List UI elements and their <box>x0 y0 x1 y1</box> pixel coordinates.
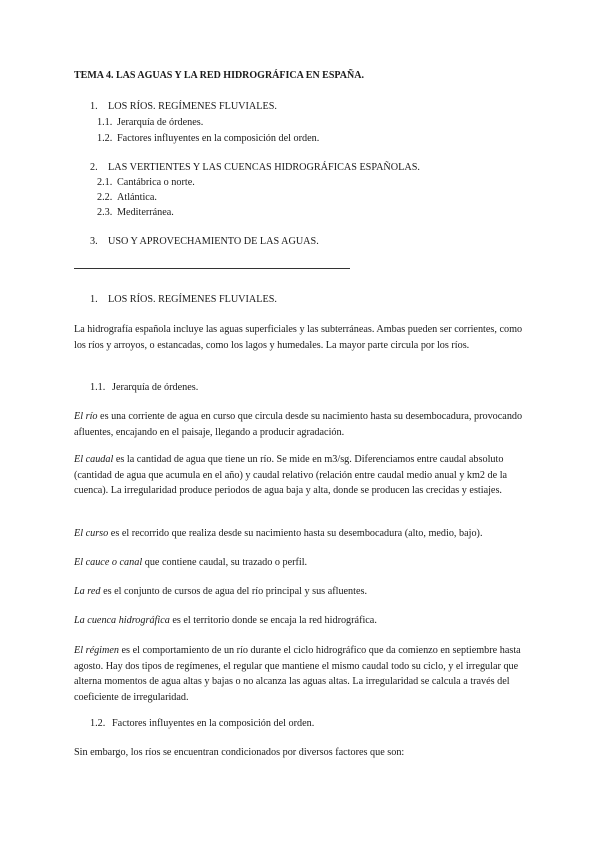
document-title: TEMA 4. LAS AGUAS Y LA RED HIDROGRÁFICA EN ESPAÑA. <box>74 70 364 81</box>
paragraph-red <box>74 584 534 600</box>
toc-item-label: LOS RÍOS. REGÍMENES FLUVIALES. <box>108 101 277 112</box>
toc-item-number: 2.3. <box>97 207 113 218</box>
section-heading-1-2 <box>90 716 314 732</box>
paragraph-caudal <box>74 452 534 499</box>
section-heading-1-1 <box>90 380 198 396</box>
intro-paragraph: La hidrografía española incluye las aguas superficiales y las subterráneas. Ambas pueden ser corrientes, como los ríos y arroyos, o estancadas, como los lagos y humedales. La mayor parte circula por los ríos. <box>74 324 523 351</box>
term-cuenca: La cuenca hidrográfica <box>74 615 170 626</box>
definition-rio: es una corriente de agua en curso que circula desde su nacimiento hasta su desembocadura, provocando afluentes, encajando en el paisaje, llegando a producir agradación. <box>74 411 523 438</box>
toc-item-label: Cantábrica o norte. <box>117 177 195 188</box>
toc-item-number: 1.1. <box>97 117 113 128</box>
toc-item-2 <box>90 160 420 176</box>
toc-item-1 <box>90 99 277 115</box>
paragraph-cuenca <box>74 613 534 629</box>
toc-item-number: 2.2. <box>97 192 113 203</box>
section-label: LOS RÍOS. REGÍMENES FLUVIALES. <box>108 294 277 305</box>
section-number: 1.2. <box>90 718 106 729</box>
definition-cauce: que contiene caudal, su trazado o perfil. <box>142 557 308 568</box>
term-red: La red <box>74 586 101 597</box>
term-curso: El curso <box>74 528 109 539</box>
toc-item-number: 2. <box>90 162 98 173</box>
section-label: Factores influyentes en la composición del orden. <box>112 718 315 729</box>
toc-item-number: 1. <box>90 101 98 112</box>
toc-item-label: USO Y APROVECHAMIENTO DE LAS AGUAS. <box>108 236 319 247</box>
toc-item-number: 2.1. <box>97 177 113 188</box>
horizontal-divider <box>74 268 350 269</box>
toc-item-3 <box>90 234 319 250</box>
toc-item-label: Atlántica. <box>117 192 157 203</box>
term-regimen: El régimen <box>74 645 119 656</box>
toc-item-label: Jerarquía de órdenes. <box>117 117 204 128</box>
definition-curso: es el recorrido que realiza desde su nacimiento hasta su desembocadura (alto, medio, bajo). <box>108 528 483 539</box>
toc-item-number: 1.2. <box>97 133 113 144</box>
paragraph-cauce <box>74 555 534 571</box>
paragraph-rio <box>74 409 534 440</box>
paragraph-curso <box>74 526 534 542</box>
section-label: Jerarquía de órdenes. <box>112 382 199 393</box>
definition-regimen: es el comportamiento de un río durante el ciclo hidrográfico que da comienzo en septiembre hasta agosto. Hay dos tipos de regímenes, el regular que mantiene el mismo caudal todo su ciclo, y el irregular que alterna momentos de agua altas y bajas o no alcanza las aguas altas. La irregularidad se calcula a través del coeficiente de irregularidad. <box>74 645 521 703</box>
definition-red: es el conjunto de cursos de agua del río principal y sus afluentes. <box>100 586 368 597</box>
paragraph-regimen <box>74 643 534 705</box>
paragraph-factores: Sin embargo, los ríos se encuentran condicionados por diversos factores que son: <box>74 747 405 758</box>
toc-item-2-1 <box>97 175 195 191</box>
definition-caudal: es la cantidad de agua que tiene un río. Se mide en m3/sg. Diferenciamos entre caudal absoluto (cantidad de agua que acumula en el año) y caudal relativo (relación entre caudal medio anual y km2 de la cuenca). La irregularidad produce periodos de agua baja y alta, donde se producen las crecidas y estiajes. <box>74 454 508 496</box>
section-number: 1.1. <box>90 382 106 393</box>
toc-item-2-3 <box>97 205 174 221</box>
toc-item-label: Mediterránea. <box>117 207 174 218</box>
toc-item-label: LAS VERTIENTES Y LAS CUENCAS HIDROGRÁFICAS ESPAÑOLAS. <box>108 162 420 173</box>
section-number: 1. <box>90 294 98 305</box>
toc-item-1-2 <box>97 131 319 147</box>
toc-item-number: 3. <box>90 236 98 247</box>
toc-item-1-1 <box>97 115 203 131</box>
toc-item-label: Factores influyentes en la composición del orden. <box>117 133 320 144</box>
definition-cuenca: es el territorio donde se encaja la red hidrográfica. <box>169 615 377 626</box>
term-rio: El río <box>74 411 98 422</box>
term-caudal: El caudal <box>74 454 114 465</box>
term-cauce: El cauce o canal <box>74 557 143 568</box>
section-heading-1 <box>90 292 277 308</box>
toc-item-2-2 <box>97 190 157 206</box>
